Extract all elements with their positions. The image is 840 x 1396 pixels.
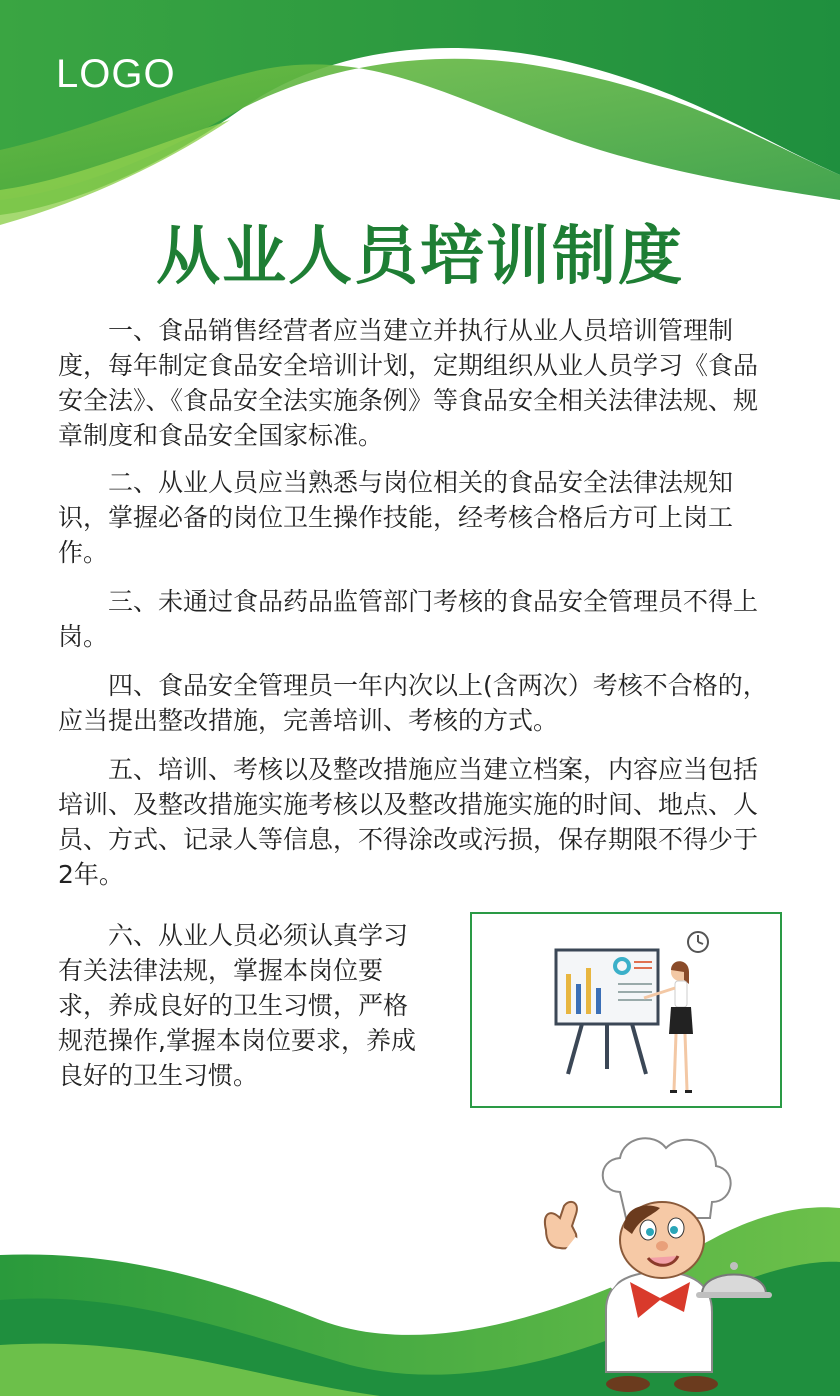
training-illustration (470, 912, 782, 1108)
paragraph-6: 六、从业人员必须认真学习有关法律法规，掌握本岗位要求，养成良好的卫生习惯，严格规范操作,掌握本岗位要求，养成良好的卫生习惯。 (58, 921, 416, 1090)
chef-mascot-icon (520, 1122, 790, 1396)
paragraph-5: 五、培训、考核以及整改措施应当建立档案，内容应当包括培训、及整改措施实施考核以及整改措施实施的时间、地点、人员、方式、记录人等信息，不得涂改或污损，保存期限不得少于2年。 (58, 755, 759, 889)
paragraph-4: 四、食品安全管理员一年内次以上(含两次）考核不合格的，应当提出整改措施，完善培训、考核的方式。 (58, 671, 768, 735)
paragraph-2: 二、从业人员应当熟悉与岗位相关的食品安全法律法规知识，掌握必备的岗位卫生操作技能，经考核合格后方可上岗工作。 (58, 468, 734, 567)
paragraph-1: 一、食品销售经营者应当建立并执行从业人员培训管理制度，每年制定食品安全培训计划，定期组织从业人员学习《食品安全法》、《食品安全法实施条例》等食品安全相关法律法规、规章制度和食品安全国家标准。 (58, 316, 759, 450)
presentation-board-icon (472, 914, 780, 1106)
logo-text: LOGO (56, 52, 176, 96)
paragraph-3: 三、未通过食品药品监管部门考核的食品安全管理员不得上岗。 (58, 587, 759, 651)
page-title: 从业人员培训制度 (156, 220, 684, 294)
